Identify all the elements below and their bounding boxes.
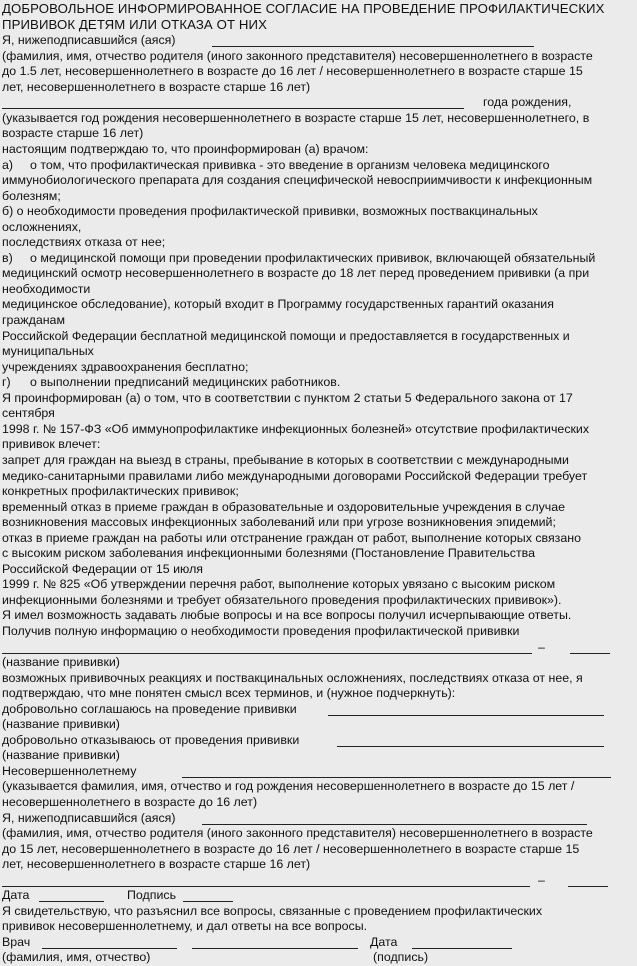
law-text-10: отказ в приеме граждан на работы или отстранение граждан от работ, выполнение которых связано [2, 530, 581, 545]
minor-hint-1: (указывается фамилия, имя, отчество и год рождения несовершеннолетнего в возрасте до 15 лет / [2, 779, 575, 794]
date-blank[interactable] [39, 890, 104, 902]
doctor-statement-1: Я свидетельствую, что разъяснил все вопросы, связанные с проведением профилактических [2, 903, 543, 918]
item-a-text-2: иммунобиологического препарата для создания специфической невосприимчивости к инфекционным [2, 173, 593, 188]
item-g-text: о выполнении предписаний медицинских работников. [30, 375, 341, 390]
second-hint-2: до 15 лет, несовершеннолетнего в возрасте до 16 лет / несовершеннолетнего в возрасте старше 15 [2, 841, 580, 856]
date-sign-row [2, 888, 635, 904]
item-a-text-1: о том, что профилактическая прививка - это введение в организм человека медицинского [30, 157, 550, 172]
law-text-6: медико-санитарными правилами либо международными договорами Российской Федерации требует [2, 468, 588, 483]
vaccine-name-blank[interactable] [2, 642, 532, 654]
vaccine-name-hint: (название прививки) [2, 655, 120, 670]
minor-hint-2: несовершеннолетнего в возрасте до 16 лет) [2, 794, 258, 809]
second-hint-1: (фамилия, имя, отчество родителя (иного законного представителя) несовершеннолетнего в возрасте [2, 826, 593, 841]
signer-name-blank[interactable] [212, 35, 534, 47]
item-b-text-2: осложнениях, [2, 219, 82, 234]
law-text-3: 1998 г. № 157-ФЗ «Об иммунопрофилактике инфекционных болезней» отсутствие профилактических [2, 421, 590, 436]
form-title-line-1: ДОБРОВОЛЬНОЕ ИНФОРМИРОВАННОЕ СОГЛАСИЕ НА ПРОВЕДЕНИЕ ПРОФИЛАКТИЧЕСКИХ [2, 1, 605, 16]
parent-hint-1: (фамилия, имя, отчество родителя (иного законного представителя) несовершеннолетнего в возрасте [2, 48, 593, 63]
birth-hint-1: (указывается год рождения несовершеннолетнего в возрасте старше 15 лет, несовершеннолетнего, в [2, 110, 590, 125]
law-text-1: Я проинформирован (а) о том, что в соответствии с пунктом 2 статьи 5 Федерального закона от 17 [2, 390, 573, 405]
law-text-11: с высоким риском заболевания инфекционными болезнями (Постановление Правительства [2, 546, 535, 561]
reactions-text-2: подтверждаю, что мне понятен смысл всех терминов, и (нужное подчеркнуть): [2, 686, 456, 701]
doctor-name-hint: (фамилия, имя, отчество) [2, 950, 151, 965]
law-text-13: 1999 г. № 825 «Об утверждении перечня работ, выполнение которых увязано с высоким риском [2, 577, 556, 592]
refuse-row [2, 733, 635, 749]
birth-hint-2: возрасте старше 16 лет) [2, 126, 144, 141]
law-text-2: сентября [2, 406, 55, 421]
item-v-text-2: медицинский осмотр несовершеннолетнего в возрасте до 18 лет перед проведением прививки (а при [2, 266, 590, 281]
agree-option[interactable]: добровольно соглашаюсь на проведение прививки [2, 701, 297, 716]
item-g-row [2, 375, 635, 391]
law-text-16: Получив полную информацию о необходимости проведения профилактической прививки [2, 623, 520, 638]
reactions-text-1: возможных прививочных реакциях и поствакцинальных осложнениях, последствиях отказа от нее, я [2, 670, 583, 685]
doctor-date-blank[interactable] [412, 937, 512, 949]
agree-vaccine-blank[interactable] [328, 704, 604, 716]
second-hint-3: лет, несовершеннолетнего в возрасте старше 16 лет) [2, 857, 311, 872]
law-text-5: запрет для граждан на выезд в страны, пребывание в которых в соответствии с международными [2, 452, 569, 467]
second-signer-blank[interactable] [202, 813, 587, 825]
signer-label: Я, нижеподписавшийся (аяся) [2, 33, 176, 48]
second-dash: – [538, 872, 545, 887]
item-a-row [2, 158, 635, 174]
doctor-hint-row [2, 950, 635, 966]
second-signer-label: Я, нижеподписавшийся (аяся) [2, 810, 176, 825]
law-text-12: Российской Федерации от 15 июля [2, 561, 204, 576]
item-v-text-6: Российской Федерации бесплатной медицинской помощи и предоставляется в государственных и [2, 328, 570, 343]
birth-year-row [2, 95, 635, 111]
birth-year-blank[interactable] [2, 97, 464, 109]
item-v-text-8: учреждениях здравоохранения бесплатно; [2, 359, 249, 374]
refuse-vaccine-blank[interactable] [337, 735, 604, 747]
doctor-statement-2: прививок несовершеннолетнему, и дал ответы на все вопросы. [2, 919, 368, 934]
law-text-14: инфекционными болезнями и требует обязательного проведения профилактических прививок»). [2, 592, 562, 607]
item-v-row [2, 251, 635, 267]
second-extra-blank-2[interactable] [568, 875, 608, 887]
item-v-text-3: необходимости [2, 281, 91, 296]
vaccine-extra-blank[interactable] [570, 642, 610, 654]
sign-blank[interactable] [183, 890, 233, 902]
agree-row [2, 702, 635, 718]
item-v-text-1: о медицинской помощи при проведении профилактических прививок, включающей обязательный [30, 250, 596, 265]
law-text-8: временный отказ в приеме граждан в образовательные и оздоровительные учреждения в случае [2, 499, 566, 514]
item-b-text-1: б) о необходимости проведения профилактической прививки, возможных поствакцинальных [2, 204, 538, 219]
item-a-text-3: болезням; [2, 188, 61, 203]
date-label: Дата [2, 888, 30, 903]
parent-hint-2: до 1.5 лет, несовершеннолетнего в возрасте до 16 лет / несовершеннолетнего в возрасте старше 15 [2, 64, 583, 79]
doctor-name-blank[interactable] [42, 937, 177, 949]
refuse-hint: (название прививки) [2, 748, 120, 763]
doctor-sign-hint: (подпись) [373, 950, 429, 965]
law-text-4: прививок влечет: [2, 437, 101, 452]
form-title-line-2: ПРИВИВОК ДЕТЯМ ИЛИ ОТКАЗА ОТ НИХ [2, 16, 267, 32]
item-v-marker: в) [2, 250, 13, 265]
doctor-row [2, 935, 635, 951]
second-extra-row [2, 873, 635, 889]
consent-form [2, 1, 635, 966]
minor-name-blank[interactable] [182, 766, 611, 778]
birth-year-label: года рождения, [483, 95, 572, 110]
minor-row [2, 764, 635, 780]
item-v-text-5: гражданам [2, 313, 65, 328]
law-text-7: конкретных профилактических прививок; [2, 484, 239, 499]
item-v-text-4: медицинское обследование), который входит в Программу государственных гарантий оказания [2, 297, 554, 312]
agree-hint: (название прививки) [2, 717, 120, 732]
item-a-marker: а) [2, 157, 14, 172]
item-g-marker: г) [2, 375, 11, 390]
sign-label: Подпись [127, 888, 177, 903]
doctor-sign-blank[interactable] [192, 937, 358, 949]
law-text-9: возникновения массовых инфекционных заболеваний или при угрозе возникновения эпидемий; [2, 515, 556, 530]
vaccine-name-row [2, 640, 635, 656]
confirm-text: настоящим подтверждаю то, что проинформирован (а) врачом: [2, 142, 369, 157]
refuse-option[interactable]: добровольно отказываюсь от проведения прививки [2, 732, 300, 747]
doctor-label: Врач [2, 934, 31, 949]
signer-row [2, 33, 635, 49]
doctor-date-label: Дата [370, 934, 398, 949]
second-extra-blank[interactable] [2, 875, 530, 887]
parent-hint-3: лет, несовершеннолетнего в возрасте старше 16 лет) [2, 79, 311, 94]
item-b-text-3: последствиях отказа от нее; [2, 235, 166, 250]
law-text-15: Я имел возможность задавать любые вопросы и на все вопросы получил исчерпывающие ответы. [2, 608, 572, 623]
vaccine-dash: – [538, 639, 545, 654]
item-v-text-7: муниципальных [2, 344, 94, 359]
second-signer-row [2, 811, 635, 827]
minor-label: Несовершеннолетнему [2, 763, 137, 778]
